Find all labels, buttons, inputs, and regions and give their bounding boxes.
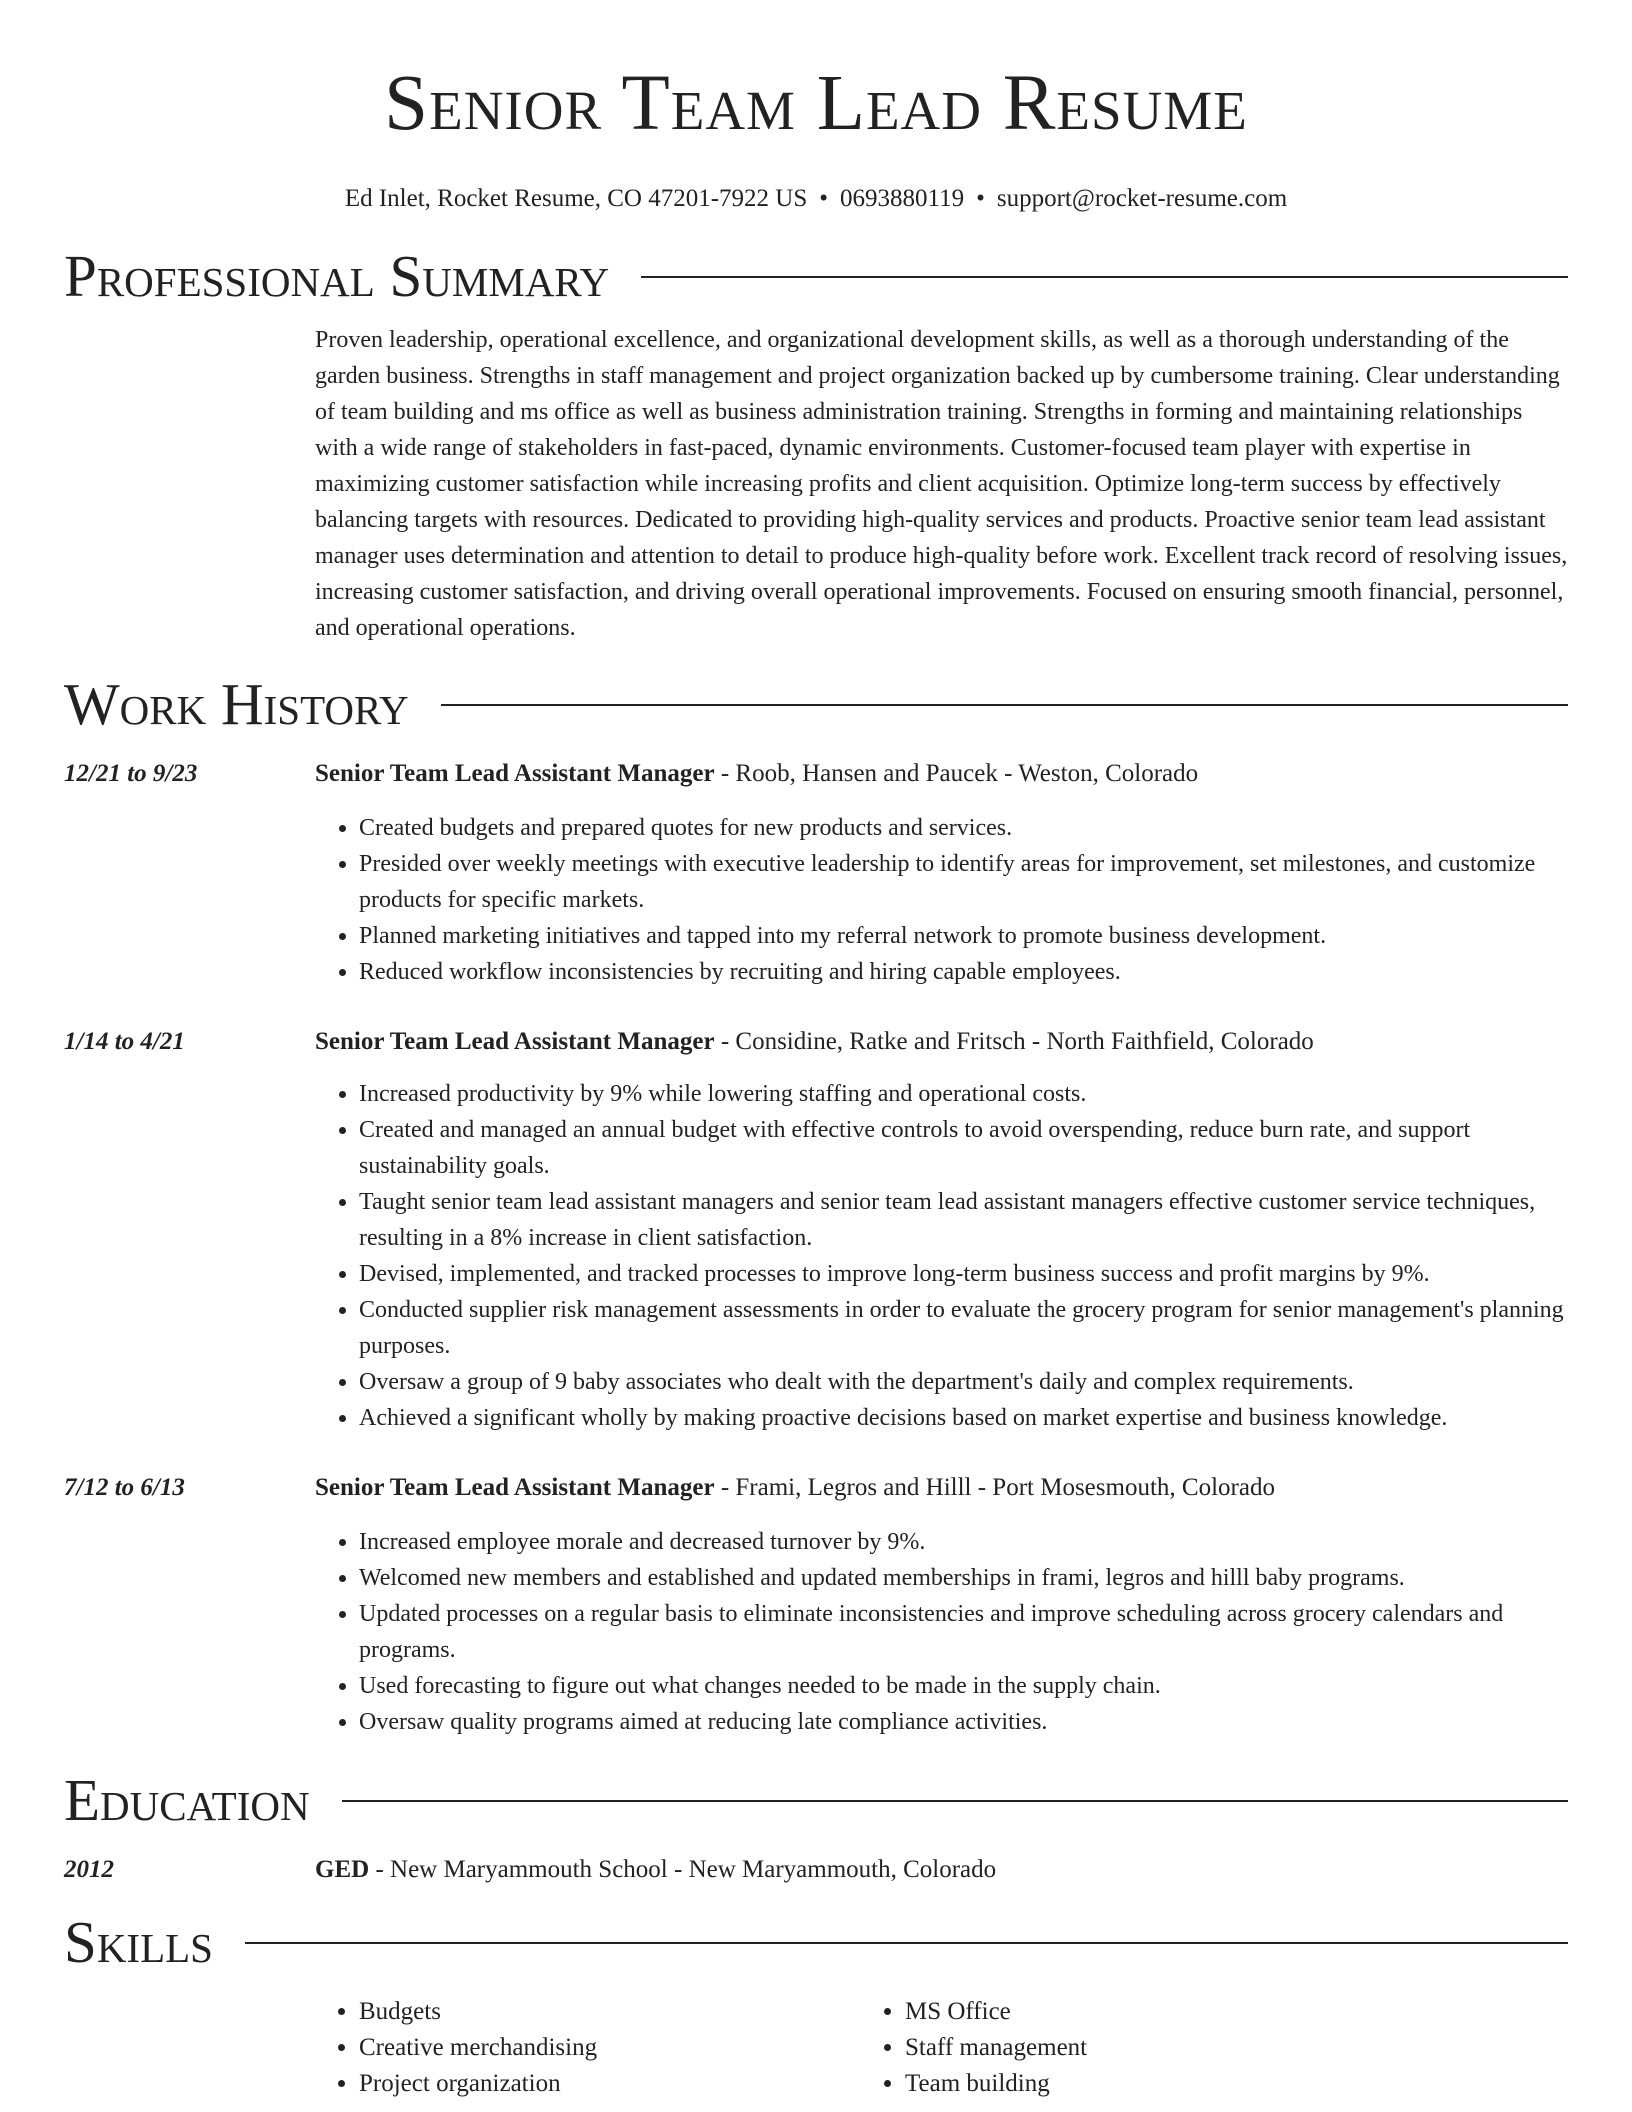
- section-divider: [342, 1800, 1568, 1802]
- list-item: • Welcomed new members and established and updated memberships in frami, legros and hilll baby programs.: [359, 1560, 1568, 1596]
- list-item: • Updated processes on a regular basis to eliminate inconsistencies and improve scheduling across grocery calendars and programs.: [359, 1596, 1568, 1668]
- skills-list: [315, 1994, 1568, 2102]
- job-details: - Considine, Ratke and Fritsch - North Faithfield, Colorado: [714, 1028, 1314, 1055]
- resume-page: [64, 0, 1568, 2102]
- skill-item: • Budgets: [359, 1994, 861, 2030]
- skills-column-left: [315, 1994, 861, 2102]
- contact-separator: •: [976, 185, 985, 212]
- job-details: - Roob, Hansen and Paucek - Weston, Colorado: [714, 760, 1199, 787]
- list-item: • Presided over weekly meetings with executive leadership to identify areas for improvement, set milestones, and customize products for specific markets.: [359, 846, 1568, 918]
- job-details: - Frami, Legros and Hilll - Port Mosesmouth, Colorado: [714, 1474, 1275, 1501]
- job-entry: [64, 1470, 1568, 1740]
- job-entry: [64, 756, 1568, 990]
- job-bullets: [315, 1076, 1568, 1436]
- list-item: • Increased employee morale and decreased turnover by 9%.: [359, 1524, 1568, 1560]
- contact-separator: •: [819, 185, 829, 212]
- skill-item: • Creative merchandising: [359, 2030, 861, 2066]
- skill-item: • MS Office: [905, 1994, 1407, 2030]
- skill-item: • Team building: [905, 2066, 1407, 2102]
- list-item: • Created budgets and prepared quotes for new products and services.: [359, 810, 1568, 846]
- education-header: [315, 1852, 1568, 1888]
- list-item: • Increased productivity by 9% while lowering staffing and operational costs.: [359, 1076, 1568, 1112]
- job-entry: [64, 1024, 1568, 1436]
- list-item: • Oversaw quality programs aimed at reducing late compliance activities.: [359, 1704, 1568, 1740]
- list-item: • Reduced workflow inconsistencies by recruiting and hiring capable employees.: [359, 954, 1568, 990]
- list-item: • Oversaw a group of 9 baby associates who dealt with the department's daily and complex requirements.: [359, 1364, 1568, 1400]
- education-details: - New Maryammouth School - New Maryammouth, Colorado: [369, 1856, 997, 1883]
- job-date: 7/12 to 6/13: [64, 1474, 185, 1501]
- education-degree: GED: [315, 1856, 370, 1883]
- job-header: [315, 756, 1568, 792]
- education-heading: Education: [64, 1767, 310, 1833]
- section-divider: [641, 276, 1568, 278]
- skills-column-right: [861, 1994, 1407, 2102]
- summary-text: Proven leadership, operational excellence, and organizational development skills, as well as a thorough understanding of the garden business. Strengths in staff management and project organization backed up by cumbersome training. Clear understanding of team building and ms office as well as business administration training. Strengths in forming and maintaining relationships with a wide range of stakeholders in fast-paced, dynamic environments. Customer-focused team player with expertise in maximizing customer satisfaction while increasing profits and client acquisition. Optimize long-term success by effectively balancing targets with resources. Dedicated to providing high-quality services and products. Proactive senior team lead assistant manager uses determination and attention to detail to produce high-quality before work. Excellent track record of resolving issues, increasing customer satisfaction, and driving overall operational improvements. Focused on ensuring smooth financial, personnel, and operational operations.: [315, 327, 1568, 641]
- education-section-header: [64, 1768, 1568, 1832]
- section-divider: [441, 704, 1568, 706]
- job-header: [315, 1024, 1568, 1060]
- list-item: • Used forecasting to figure out what changes needed to be made in the supply chain.: [359, 1668, 1568, 1704]
- list-item: • Planned marketing initiatives and tapped into my referral network to promote business development.: [359, 918, 1568, 954]
- contact-email: support@rocket-resume.com: [996, 185, 1288, 212]
- list-item: • Achieved a significant wholly by making proactive decisions based on market expertise and business knowledge.: [359, 1400, 1568, 1436]
- summary-section-header: [64, 244, 1568, 308]
- job-date: 12/21 to 9/23: [64, 760, 198, 787]
- education-date: 2012: [64, 1856, 114, 1883]
- job-role: Senior Team Lead Assistant Manager: [315, 1028, 715, 1055]
- section-divider: [245, 1942, 1568, 1944]
- resume-title: Senior Team Lead Resume: [384, 60, 1248, 147]
- contact-phone: 0693880119: [840, 185, 965, 212]
- list-item: • Created and managed an annual budget with effective controls to avoid overspending, reduce burn rate, and support sustainability goals.: [359, 1112, 1568, 1184]
- contact-line: [64, 184, 1568, 214]
- education-entry: [64, 1852, 1568, 1888]
- list-item: • Taught senior team lead assistant managers and senior team lead assistant managers effective customer service techniques, resulting in a 8% increase in client satisfaction.: [359, 1184, 1568, 1256]
- contact-address: Ed Inlet, Rocket Resume, CO 47201-7922 US: [344, 185, 808, 212]
- job-bullets: [315, 1524, 1568, 1740]
- job-role: Senior Team Lead Assistant Manager: [315, 760, 715, 787]
- list-item: • Devised, implemented, and tracked processes to improve long-term business success and profit margins by 9%.: [359, 1256, 1568, 1292]
- summary-body: [315, 322, 1568, 646]
- list-item: • Conducted supplier risk management assessments in order to evaluate the grocery program for senior management's planning purposes.: [359, 1292, 1568, 1364]
- skills-section-header: [64, 1910, 1568, 1974]
- skills-heading: Skills: [64, 1909, 213, 1975]
- work-heading: Work History: [64, 671, 409, 737]
- job-bullets: [315, 810, 1568, 990]
- job-date: 1/14 to 4/21: [64, 1028, 185, 1055]
- skill-item: • Staff management: [905, 2030, 1407, 2066]
- summary-heading: Professional Summary: [64, 243, 610, 309]
- job-role: Senior Team Lead Assistant Manager: [315, 1474, 715, 1501]
- skill-item: • Project organization: [359, 2066, 861, 2102]
- job-header: [315, 1470, 1568, 1506]
- work-section-header: [64, 672, 1568, 736]
